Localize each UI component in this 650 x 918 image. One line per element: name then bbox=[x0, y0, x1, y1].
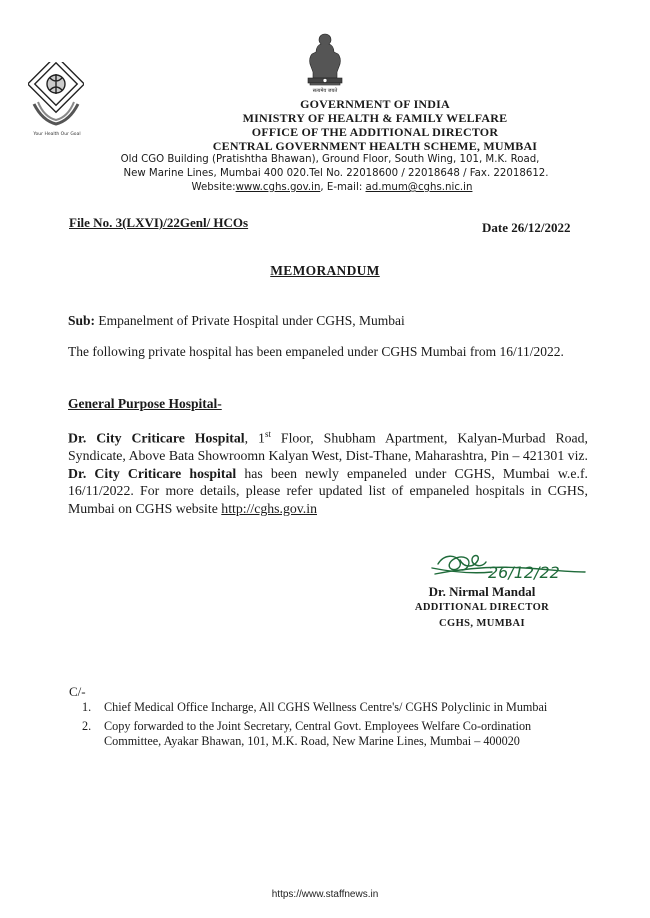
address-line-2: New Marine Lines, Mumbai 400 020.Tel No. 22018600 / 22018648 / Fax. 22018612. bbox=[123, 168, 549, 179]
list-item bbox=[82, 719, 582, 750]
address-line-1: Old CGO Building (Pratishtha Bhawan), Ground Floor, South Wing, 101, M.K. Road, bbox=[120, 154, 540, 165]
list-text: Chief Medical Office Incharge, All CGHS Wellness Centre's/ CGHS Polyclinic in Mumbai bbox=[104, 700, 548, 714]
subject-line bbox=[68, 312, 588, 329]
list-number: 2. bbox=[82, 718, 92, 733]
signatory-designation: ADDITIONAL DIRECTOR bbox=[414, 602, 550, 613]
list-item bbox=[82, 700, 582, 716]
header-line-2: MINISTRY OF HEALTH & FAMILY WELFARE bbox=[242, 111, 508, 125]
cc-list bbox=[82, 700, 582, 753]
header-line-4: CENTRAL GOVERNMENT HEALTH SCHEME, MUMBAI bbox=[212, 139, 538, 153]
hospital-name: Dr. City Criticare Hospital bbox=[68, 430, 245, 446]
para-text-2: Floor, Shubham Apartment, Kalyan-Murbad Road, Syndicate, Above Bata Showroomn Kalyan West, Dist-Thane, Maharashtra, Pin – 421301 viz. bbox=[68, 430, 589, 464]
cc-label: C/- bbox=[69, 684, 86, 699]
document-date: Date 26/12/2022 bbox=[482, 220, 571, 235]
hospital-name-2: Dr. City Criticare hospital bbox=[68, 465, 237, 481]
footer-url[interactable]: https://www.staffnews.in bbox=[271, 889, 379, 900]
contact-line bbox=[82, 181, 582, 195]
intro-paragraph: The following private hospital has been empaneled under CGHS Mumbai from 16/11/2022. bbox=[68, 344, 564, 359]
logo-caption: Your Health Our Goal bbox=[33, 132, 81, 137]
file-number: File No. 3(LXVI)/22Genl/ HCOs bbox=[69, 215, 249, 230]
subject-text: Empanelment of Private Hospital under CGHS, Mumbai bbox=[95, 313, 405, 328]
national-emblem-icon bbox=[296, 30, 354, 96]
header-line-3: OFFICE OF THE ADDITIONAL DIRECTOR bbox=[251, 125, 499, 139]
section-heading: General Purpose Hospital- bbox=[68, 396, 222, 411]
cghs-website-link[interactable]: http://cghs.gov.in bbox=[221, 500, 317, 516]
hospital-paragraph bbox=[68, 426, 588, 518]
signature-date: 26/12/22 bbox=[488, 563, 560, 582]
list-number: 1. bbox=[82, 700, 92, 714]
website-link[interactable]: www.cghs.gov.in bbox=[235, 182, 321, 193]
para-text-1: , 1 bbox=[244, 430, 265, 446]
signature-scribble-icon bbox=[430, 546, 590, 586]
memo-title: MEMORANDUM bbox=[270, 263, 380, 278]
list-text: Copy forwarded to the Joint Secretary, Central Govt. Employees Welfare Co-ordination Committee, Ayakar Bhawan, 101, M.K. Road, New Marine Lines, Mumbai – 400020 bbox=[104, 718, 532, 748]
signatory-office: CGHS, MUMBAI bbox=[439, 618, 525, 629]
emblem-caption: सत्यमेव जयते bbox=[312, 88, 338, 94]
header-line-1: GOVERNMENT OF INDIA bbox=[300, 97, 450, 111]
signatory-name: Dr. Nirmal Mandal bbox=[428, 584, 536, 599]
email-link[interactable]: ad.mum@cghs.nic.in bbox=[365, 182, 473, 193]
website-label: Website: bbox=[191, 182, 236, 193]
superscript: st bbox=[264, 429, 271, 439]
para-text-3: has been newly empaneled under CGHS, Mumbai w.e.f. 16/11/2022. For more details, please refer updated list of empaneled hospitals in CGHS, Mumbai on CGHS website bbox=[68, 465, 588, 516]
email-label: , E-mail: bbox=[320, 182, 366, 193]
subject-label: Sub: bbox=[68, 313, 96, 328]
